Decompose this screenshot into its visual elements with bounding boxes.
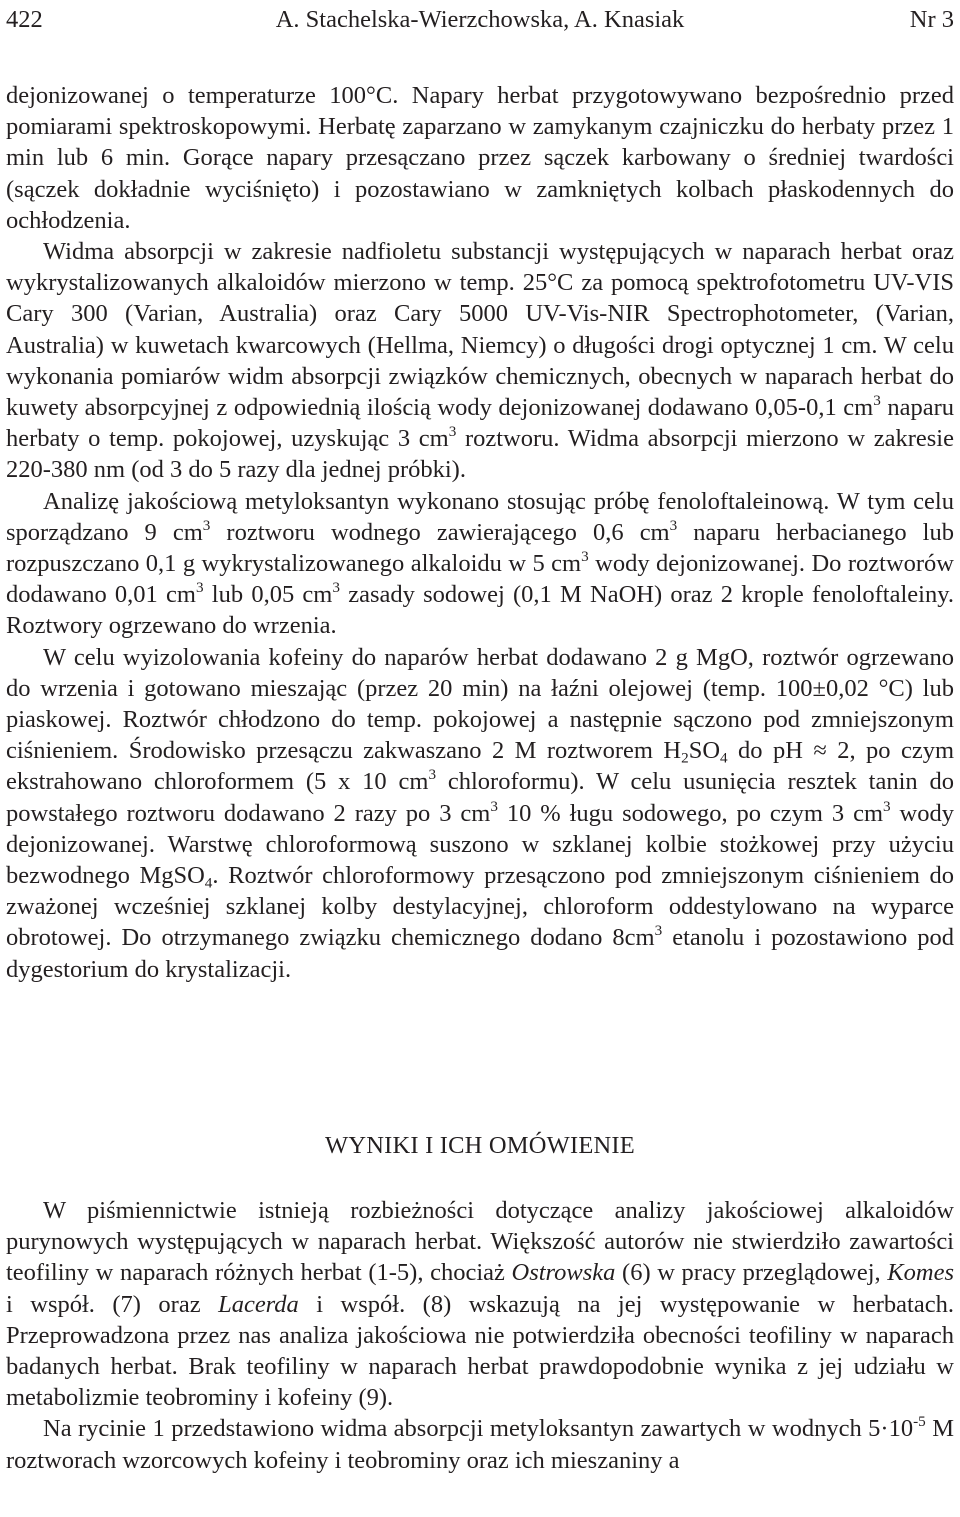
issue-number: Nr 3: [909, 6, 954, 33]
methods-section: [6, 80, 954, 985]
paragraph-uv-spectra: Widma absorpcji w zakresie nadfioletu substancji występujących w naparach herbat oraz wykrystalizowanych alkaloidów mierzono w temp. 25°C za pomocą spektrofotometru UV-VIS Cary 300 (Varian, Australia) oraz Cary 5000 UV-Vis-NIR Spectrophotometer, (Varian, Australia) w kuwetach kwarcowych (Hellma, Niemcy) o długości drogi optycznej 1 cm. W celu wykonania pomiarów widm absorpcji związków chemicznych, obecnych w naparach herbat do kuwety absorpcyjnej z odpowiednią ilością wody dejonizowanej dodawano 0,05-0,1 $cm^3$ naparu herbaty o temp. pokojowej, uzyskując 3 $cm^3$ roztworu. Widma absorpcji mierzono w zakresie 220-380 nm (od 3 do 5 razy dla jednej próbki).: [6, 238, 954, 484]
running-authors: A. Stachelska-Wierzchowska, A. Knasiak: [275, 6, 685, 33]
paragraph-theophylline-literature: W piśmiennictwie istnieją rozbieżności dotyczące analizy jakościowej alkaloidów purynowych występujących w naparach herbat. Większość autorów nie stwierdziło zawartości teofiliny w naparach różnych herbat (1-5), chociaż Ostrowska (6) w pracy przeglądowej, Komes i współ. (7) oraz Lacerda i współ. (8) wskazują na jej występowanie w herbatach. Przeprowadzona przez nas analiza jakościowa nie potwierdziła obecności teofiliny w naparach badanych herbat. Brak teofiliny w naparach herbat prawdopodobnie wynika z jej udziału w metabolizmie teobrominy i kofeiny (9).: [6, 1197, 954, 1412]
section-heading: WYNIKI I ICH OMÓWIENIE: [325, 1132, 635, 1159]
paragraph-tea-preparation: dejonizowanej o temperaturze 100°C. Napary herbat przygotowywano bezpośrednio przed pomiarami spektroskopowymi. Herbatę zaparzano w zamykanym czajniczku do herbaty przez 1 min lub 6 min. Gorące napary przesączano przez sączek karbowany o średniej twardości (sączek dokładnie wyciśnięto) i pozostawiano w zamkniętych kolbach płaskodennych do ochłodzenia.: [6, 82, 954, 234]
paragraph-figure-reference: Na rycinie 1 przedstawiono widma absorpcji metyloksantyn zawartych w wodnych $5\cdot 10^{-5}$ M roztworach wzorcowych kofeiny i teobrominy oraz ich mieszaniny a: [6, 1413, 954, 1474]
page-number: 422: [6, 6, 43, 33]
paragraph-caffeine-isolation: W celu wyizolowania kofeiny do naparów herbat dodawano 2 g MgO, roztwór ogrzewano do wrzenia i gotowano mieszając (przez 20 min) na łaźni olejowej (temp. 100±0,02 °C) lub piaskowej. Roztwór chłodzono do temp. pokojowej a następnie sączono pod zmniejszonym ciśnieniem. Środowisko przesączu zakwaszano 2 M roztworem $H_2SO_4$ do pH ≈ 2, po czym ekstrahowano chloroformem (5 x 10 $cm^3$ chloroformu). W celu usunięcia resztek tanin do powstałego roztworu dodawano 2 razy po 3 $cm^3$ 10 % ługu sodowego, po czym 3 $cm^3$ wody dejonizowanej. Warstwę chloroformową suszono w szklanej kolbie stożkowej przy użyciu bezwodnego MgSO$_4$. Roztwór chloroformowy przesączono pod zmniejszonym ciśnieniem do zważonej wcześniej szklanej kolby destylacyjnej, chloroform oddestylowano na wyparce obrotowej. Do otrzymanego związku chemicznego dodano $8cm^3$ etanolu i pozostawiono pod dygestorium do krystalizacji.: [6, 643, 954, 983]
running-header: [6, 4, 954, 36]
paragraph-phenolphthalein-test: Analizę jakościową metyloksantyn wykonano stosując próbę fenoloftaleinową. W tym celu sporządzano 9 $cm^3$ roztworu wodnego zawierającego 0,6 $cm^3$ naparu herbacianego lub rozpuszczano 0,1 g wykrystalizowanego alkaloidu w 5 $cm^3$ wody dejonizowanej. Do roztworów dodawano 0,01 $cm^3$ lub 0,05 $cm^3$ zasady sodowej (0,1 M NaOH) oraz 2 krople fenoloftaleiny. Roztwory ogrzewano do wrzenia.: [6, 487, 954, 640]
results-section: [6, 1195, 954, 1476]
